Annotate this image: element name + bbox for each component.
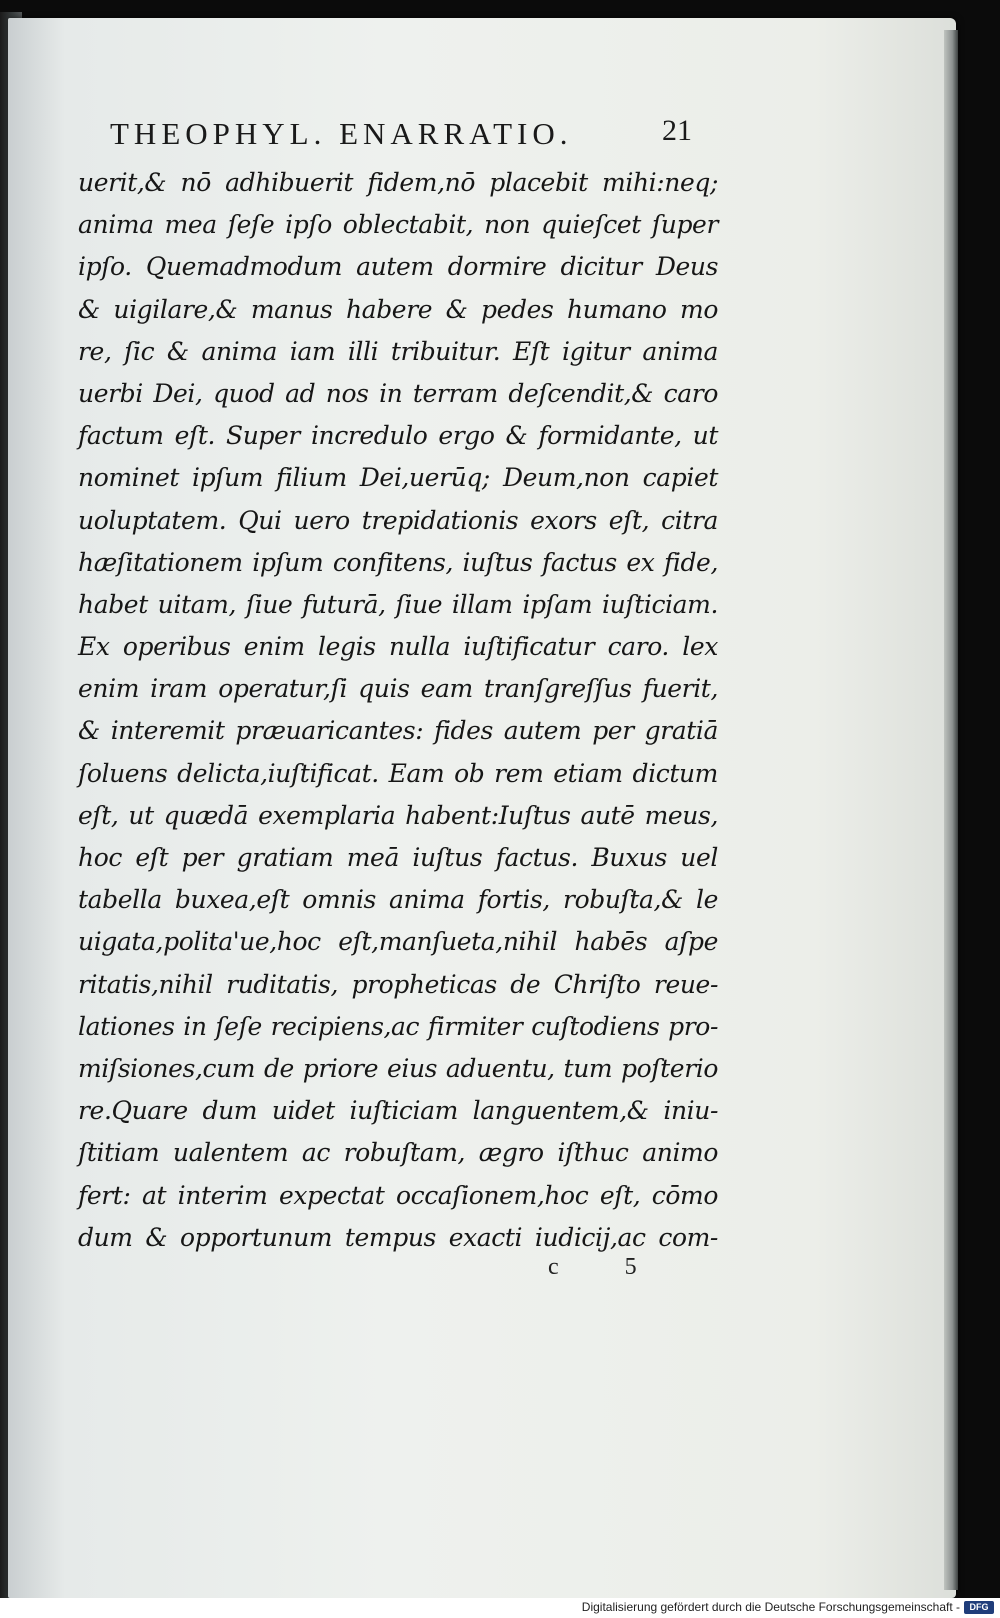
text-line: uerbi Dei, quod ad nos in terram deſcendit,& caro <box>78 378 718 408</box>
text-line: re, ſic & anima iam illi tribuitur. Eſt igitur anima <box>78 336 718 366</box>
text-line: & interemit præuaricantes: fides autem per gratiā <box>78 716 718 746</box>
dfg-logo-icon: DFG <box>964 1601 994 1614</box>
text-line: hæſitationem ipſum confitens, iuſtus factus ex fide, <box>78 547 718 577</box>
running-head <box>110 112 710 156</box>
text-line: anima mea ſeſe ipſo oblectabit, non quieſcet ſuper <box>78 210 718 240</box>
text-line: & uigilare,& manus habere & pedes humano mo <box>78 294 718 324</box>
text-line: lationes in ſeſe recipiens,ac firmiter cuſtodiens pro- <box>78 1011 718 1041</box>
text-line: uerit,& nō adhibuerit fidem,nō placebit mihi:neq; <box>78 168 718 197</box>
text-line: tabella buxea,eſt omnis anima fortis, robuſta,& le <box>78 885 718 915</box>
digitization-credit: Digitalisierung gefördert durch die Deutsche Forschungsgemeinschaft - <box>581 1600 960 1614</box>
text-line: ſoluens delicta,iuſtificat. Eam ob rem etiam dictum <box>78 758 718 788</box>
page-number: 21 <box>662 114 692 147</box>
text-line: Ex operibus enim legis nulla iuſtificatur caro. lex <box>78 632 718 662</box>
text-line: fert: at interim expectat occaſionem,hoc eſt, cōmo <box>78 1180 718 1210</box>
text-line: miſsiones,cum de priore eius aduentu, tum poſterio <box>78 1053 718 1083</box>
text-line: factum eſt. Super incredulo ergo & formidante, ut <box>78 421 718 451</box>
running-head-title: THEOPHYL. ENARRATIO. <box>110 116 573 151</box>
text-line: re.Quare dum uidet iuſticiam languentem,& iniu- <box>78 1096 718 1126</box>
text-line: enim iram operatur,ſi quis eam tranſgreſſus fuerit, <box>78 674 718 704</box>
text-line: eſt, ut quædā exemplaria habent:Iuſtus autē meus, <box>78 800 718 830</box>
text-line: hoc eſt per gratiam meā iuſtus factus. Buxus uel <box>78 843 718 872</box>
text-line: ſtitiam ualentem ac robuſtam, ægro iſthuc animo <box>78 1138 718 1168</box>
text-line: ipſo. Quemadmodum autem dormire dicitur Deus <box>78 252 718 282</box>
body-text <box>78 162 718 1259</box>
signature-mark: c 5 <box>548 1254 667 1280</box>
footer-bar <box>0 1598 1000 1618</box>
text-line: habet uitam, ſiue futurā, ſiue illam ipſam iuſticiam. <box>78 589 718 619</box>
text-line: uoluptatem. Qui uero trepidationis exors eſt, citra <box>78 505 718 535</box>
page-edge <box>944 30 958 1590</box>
text-line: nominet ipſum filium Dei,uerūq; Deum,non capiet <box>78 463 718 493</box>
text-line: uigata,polita'ue,hoc eſt,manſueta,nihil habēs aſpe <box>78 927 718 957</box>
text-line: dum & opportunum tempus exacti iudicij,ac com- <box>78 1222 718 1252</box>
text-line: ritatis,nihil ruditatis, propheticas de Chriſto reue- <box>78 969 718 999</box>
